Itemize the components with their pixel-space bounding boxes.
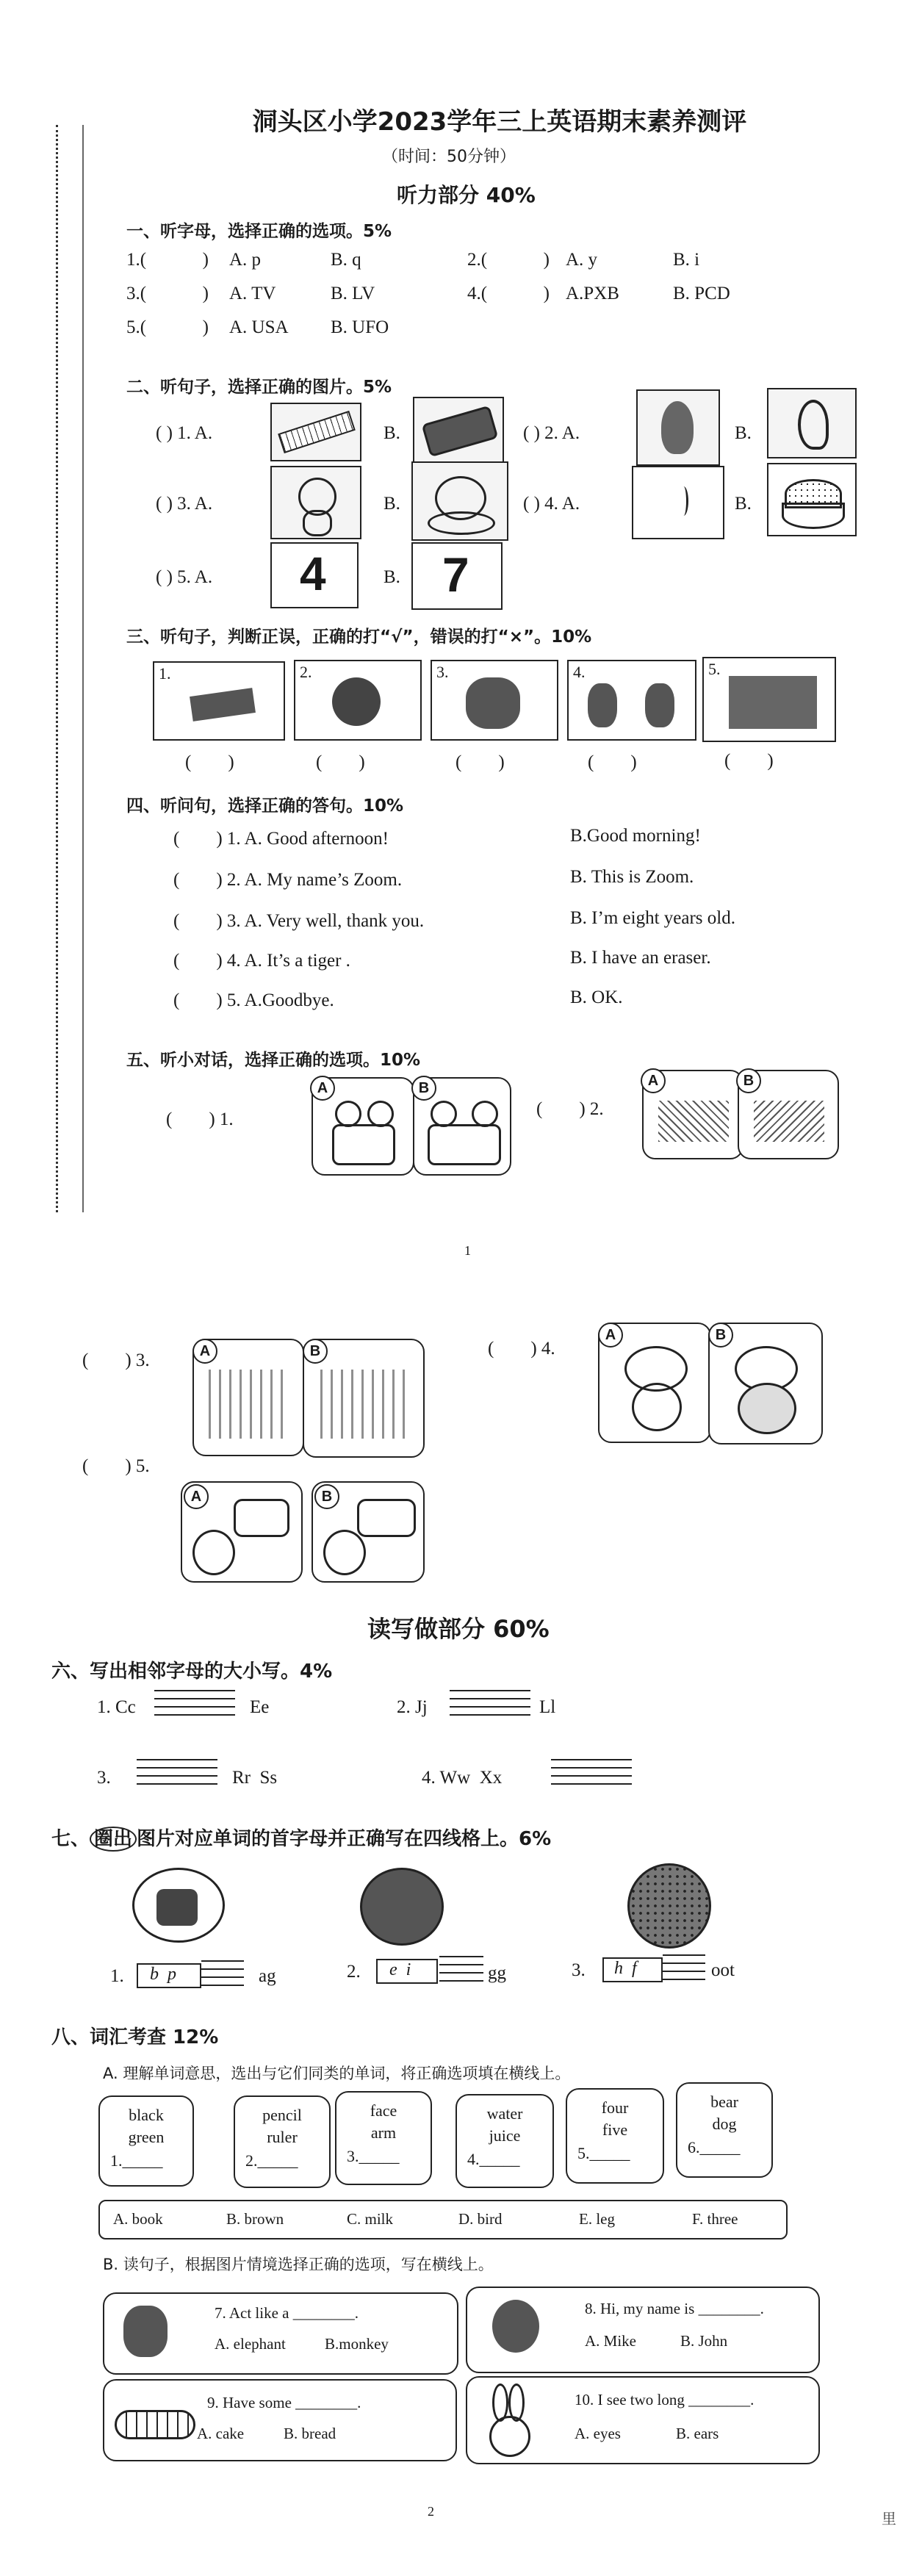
section-8-title: 八、词汇考查 12% — [51, 2026, 219, 2048]
s8-card-4-word-2: juice — [489, 2126, 521, 2145]
pencil-box-image — [413, 397, 504, 463]
s3-answer-3[interactable]: ( ) — [455, 752, 505, 772]
s8-card-2-word-2: ruler — [267, 2128, 298, 2146]
s1-item-4 — [467, 284, 550, 304]
s8-options-box — [98, 2200, 788, 2239]
s3-picture-2 — [294, 660, 422, 741]
s7-item-2-write-lines[interactable] — [439, 1956, 483, 1982]
s2-item-1-b: B. — [384, 423, 400, 443]
s1-item-1-num: 1.( — [126, 250, 147, 270]
s1-item-4-num: 4.( — [467, 284, 488, 303]
monkey-pose-image — [123, 2306, 168, 2357]
s1-item-1 — [126, 250, 209, 270]
nose-image — [636, 389, 720, 466]
s8-part-a-instruction: A. 理解单词意思，选出与它们同类的单词，将正确选项填在横线上。 — [103, 2065, 571, 2082]
s1-item-4-b: B. PCD — [673, 284, 730, 303]
s8-option-c: C. milk — [347, 2210, 394, 2228]
s2-item-5-b: B. — [384, 567, 400, 587]
s7-item-2-tail: gg — [488, 1963, 506, 1983]
section-2-title: 二、听句子，选择正确的图片。5% — [126, 378, 392, 397]
section-6-title: 六、写出相邻字母的大小写。4% — [51, 1661, 333, 1683]
s5-q4: ( ) 4. — [488, 1339, 555, 1359]
s8-part-b-instruction: B. 读句子，根据图片情境选择正确的选项，写在横线上。 — [103, 2256, 494, 2273]
s3-picture-3 — [431, 660, 558, 741]
s7-item-3-tail: oot — [711, 1960, 735, 1980]
s3-picture-4 — [567, 660, 696, 741]
s3-picture-5 — [702, 657, 836, 742]
s1-item-5-b: B. UFO — [331, 317, 389, 337]
s7-item-3-options-text: h f — [614, 1959, 637, 1978]
s8-card-6-blank[interactable]: 6._____ — [688, 2138, 741, 2156]
s2-item-1-label: ( ) 1. A. — [156, 423, 213, 443]
s8b-item-9-a: A. cake — [197, 2425, 245, 2442]
s3-num-5: 5. — [708, 660, 721, 678]
bag-image — [132, 1868, 225, 1943]
s6-item-3-a: 3. — [97, 1768, 111, 1788]
s4-item-3: ( ) 3. A. Very well, thank you. — [173, 911, 425, 931]
s6-item-1-a: 1. Cc — [97, 1697, 136, 1717]
s4-item-5-b: B. OK. — [570, 987, 623, 1007]
s7-item-3-options[interactable] — [602, 1957, 663, 1982]
s1-item-5-a: A. USA — [229, 317, 289, 337]
egg-image — [360, 1868, 444, 1946]
section-5-title: 五、听小对话，选择正确的选项。10% — [126, 1051, 421, 1070]
s8-card-1-word-2: green — [128, 2128, 165, 2146]
s8b-item-9 — [103, 2379, 457, 2461]
badge-a: A — [310, 1076, 335, 1101]
s6-item-4-write-lines[interactable] — [551, 1759, 632, 1785]
badge-b-2: B — [736, 1068, 761, 1093]
s5-q1: ( ) 1. — [166, 1109, 234, 1129]
section-7-prefix: 七、 — [51, 1828, 90, 1850]
s8b-item-10-question: 10. I see two long ________. — [575, 2391, 755, 2408]
s8b-item-10-a: A. eyes — [575, 2425, 621, 2442]
s3-num-2: 2. — [300, 663, 312, 681]
s3-num-1: 1. — [159, 664, 171, 683]
s3-answer-5[interactable]: ( ) — [724, 751, 774, 771]
cat-image — [411, 461, 508, 541]
s7-item-1-num: 1. — [110, 1966, 124, 1986]
s5-q3-picture-a — [192, 1339, 304, 1456]
s8-card-3-blank[interactable]: 3._____ — [347, 2147, 400, 2165]
s8-option-a: A. book — [113, 2210, 163, 2228]
s1-item-3 — [126, 284, 209, 304]
s5-q4-picture-b — [708, 1323, 823, 1444]
s1-item-2-close: ) — [543, 250, 550, 270]
s1-item-2-a: A. y — [566, 250, 598, 270]
badge-b-3: B — [303, 1339, 328, 1364]
s1-item-5-num: 5.( — [126, 317, 147, 337]
s1-item-1-b: B. q — [331, 250, 361, 270]
noodle-image — [632, 466, 724, 539]
s3-picture-1 — [153, 661, 285, 741]
section-7-title — [51, 1824, 551, 1851]
corner-mark: 里 — [882, 2510, 896, 2528]
s8-card-6-word-2: dog — [712, 2115, 737, 2133]
s6-item-3-write-lines[interactable] — [137, 1759, 217, 1785]
ruler-image — [270, 403, 361, 461]
football-image — [627, 1863, 711, 1949]
s8-card-6-word-1: bear — [710, 2093, 738, 2111]
s6-item-4-a: 4. Ww Xx — [422, 1768, 503, 1788]
section-1-title: 一、听字母，选择正确的选项。5% — [126, 222, 392, 241]
s8-card-5-word-2: five — [602, 2120, 628, 2139]
s5-q5: ( ) 5. — [82, 1456, 150, 1476]
badge-b-5: B — [314, 1484, 339, 1509]
s3-answer-2[interactable]: ( ) — [316, 752, 365, 772]
boy-face-image — [492, 2300, 539, 2353]
s8b-item-9-b: B. bread — [284, 2425, 336, 2442]
s8-option-e: E. leg — [579, 2210, 615, 2228]
s4-item-3-b: B. I’m eight years old. — [570, 908, 735, 928]
s7-item-1-options[interactable] — [137, 1963, 201, 1988]
section-7-circled-word: 圈出 — [90, 1827, 137, 1852]
section-4-title: 四、听问句，选择正确的答句。10% — [126, 796, 404, 816]
s4-item-4: ( ) 4. A. It’s a tiger . — [173, 951, 350, 971]
s2-item-5-label: ( ) 5. A. — [156, 567, 213, 587]
s8b-item-10-b: B. ears — [676, 2425, 719, 2442]
page-number-2: 2 — [428, 2504, 434, 2519]
s2-item-2-b: B. — [735, 423, 752, 443]
s1-item-1-close: ) — [202, 250, 209, 270]
s1-item-2-num: 2.( — [467, 250, 488, 270]
page-1 — [0, 0, 911, 1264]
s8-card-2-blank[interactable]: 2._____ — [245, 2151, 298, 2170]
s6-item-1-write-lines[interactable] — [154, 1690, 235, 1716]
s1-item-3-b: B. LV — [331, 284, 375, 303]
s8-card-3-word-1: face — [370, 2101, 397, 2120]
s4-item-4-b: B. I have an eraser. — [570, 948, 711, 968]
s8b-item-9-question: 9. Have some ________. — [207, 2394, 361, 2411]
s8-card-1-word-1: black — [129, 2106, 164, 2124]
s5-q5-picture-a — [181, 1481, 303, 1583]
number-four-image: 4 — [270, 542, 359, 608]
s1-item-3-a: A. TV — [229, 284, 276, 303]
badge-a-4: A — [598, 1323, 623, 1348]
s6-item-2-write-lines[interactable] — [450, 1690, 530, 1716]
binding-margin-line-2 — [82, 125, 84, 1212]
s8-card-3 — [335, 2091, 432, 2185]
s5-q2-picture-b — [738, 1070, 839, 1159]
s7-item-2-options-text: e i — [389, 1960, 411, 1979]
page-2 — [0, 1293, 911, 2576]
s1-item-1-a: A. p — [229, 250, 262, 270]
s8-card-5-word-1: four — [601, 2098, 629, 2117]
s8-option-d: D. bird — [458, 2210, 503, 2228]
s7-item-1-options-text: b p — [150, 1965, 176, 1984]
badge-a-3: A — [192, 1339, 217, 1364]
s8-option-f: F. three — [692, 2210, 738, 2228]
s5-q5-picture-b — [312, 1481, 425, 1583]
s7-item-3-num: 3. — [572, 1960, 586, 1980]
s5-q4-picture-a — [598, 1323, 711, 1443]
s7-item-2-options[interactable] — [376, 1959, 438, 1984]
s4-item-2: ( ) 2. A. My name’s Zoom. — [173, 870, 403, 890]
listening-header: 听力部分 40% — [397, 183, 536, 207]
s4-item-1-b: B.Good morning! — [570, 826, 701, 846]
s8-card-2-word-1: pencil — [262, 2106, 302, 2124]
s1-item-2-b: B. i — [673, 250, 700, 270]
s6-item-2-a: 2. Jj — [397, 1697, 428, 1717]
s8b-item-7-a: A. elephant — [215, 2335, 286, 2353]
s7-item-1-write-lines[interactable] — [201, 1960, 244, 1987]
s7-item-3-write-lines[interactable] — [663, 1954, 705, 1981]
s8-card-1-blank[interactable]: 1._____ — [110, 2151, 163, 2170]
s1-item-3-num: 3.( — [126, 284, 147, 303]
s1-item-4-close: ) — [543, 284, 550, 303]
s8-card-3-word-2: arm — [370, 2123, 397, 2142]
s8b-item-7 — [103, 2292, 458, 2375]
s6-item-3-b: Rr Ss — [232, 1768, 278, 1788]
s5-q3: ( ) 3. — [82, 1350, 150, 1370]
s8b-item-8-a: A. Mike — [585, 2332, 636, 2350]
badge-b-4: B — [708, 1323, 733, 1348]
number-seven-image: 7 — [411, 542, 503, 610]
s8-card-4 — [455, 2094, 554, 2188]
s8-card-5-blank[interactable]: 5._____ — [577, 2144, 630, 2162]
s2-item-3-b: B. — [384, 494, 400, 514]
s8b-item-8 — [466, 2287, 820, 2373]
s2-item-4-label: ( ) 4. A. — [523, 494, 580, 514]
rice-bowl-image — [767, 463, 857, 536]
s7-item-1-tail: ag — [259, 1966, 276, 1986]
s8-option-b: B. brown — [226, 2210, 284, 2228]
s8-card-1 — [98, 2095, 194, 2187]
s8b-item-7-b: B.monkey — [325, 2335, 389, 2353]
s8b-item-7-question: 7. Act like a ________. — [215, 2304, 359, 2322]
s1-item-5 — [126, 317, 209, 338]
s2-item-3-label: ( ) 3. A. — [156, 494, 213, 514]
s1-item-4-a: A.PXB — [566, 284, 619, 303]
s2-item-4-b: B. — [735, 494, 752, 514]
s8b-item-8-question: 8. Hi, my name is ________. — [585, 2300, 764, 2317]
s1-item-3-close: ) — [202, 284, 209, 303]
s5-q2: ( ) 2. — [536, 1099, 604, 1119]
s3-answer-4[interactable]: ( ) — [588, 752, 637, 772]
binding-margin-line — [56, 125, 58, 1212]
s5-q3-picture-b — [303, 1339, 425, 1458]
s8-card-4-blank[interactable]: 4._____ — [467, 2150, 520, 2168]
s1-item-2 — [467, 250, 550, 270]
s3-num-4: 4. — [573, 663, 586, 681]
s8-card-2 — [234, 2095, 331, 2188]
badge-a-2: A — [641, 1068, 666, 1093]
section-3-title: 三、听句子，判断正误，正确的打“√”，错误的打“×”。10% — [126, 627, 592, 647]
s3-answer-1[interactable]: ( ) — [185, 752, 234, 772]
s3-num-3: 3. — [436, 663, 449, 681]
section-7-title-rest: 图片对应单词的首字母并正确写在四线格上。6% — [137, 1828, 552, 1850]
s4-item-1: ( ) 1. A. Good afternoon! — [173, 829, 389, 849]
s8-card-5 — [566, 2088, 664, 2184]
s6-item-2-b: Ll — [539, 1697, 556, 1717]
time-limit: （时间：50分钟） — [382, 148, 516, 166]
ear-image — [767, 388, 857, 458]
s6-item-1-b: Ee — [250, 1697, 270, 1717]
s2-item-2-label: ( ) 2. A. — [523, 423, 580, 443]
page-title: 洞头区小学2023学年三上英语期末素养测评 — [252, 107, 747, 137]
s8-card-6 — [676, 2082, 773, 2178]
s5-q2-picture-a — [642, 1070, 743, 1159]
s5-q1-picture-a — [312, 1077, 414, 1176]
badge-a-5: A — [184, 1484, 209, 1509]
s8b-item-10 — [466, 2376, 820, 2464]
bread-image — [115, 2410, 195, 2439]
s4-item-5: ( ) 5. A.Goodbye. — [173, 990, 334, 1010]
s8-card-4-word-1: water — [486, 2104, 523, 2123]
reading-header: 读写做部分 60% — [367, 1615, 550, 1643]
s5-q1-picture-b — [413, 1077, 511, 1176]
s7-item-2-num: 2. — [347, 1962, 361, 1982]
s8b-item-8-b: B. John — [680, 2332, 728, 2350]
badge-b: B — [411, 1076, 436, 1101]
rabbit-body-icon — [489, 2416, 530, 2457]
s1-item-5-close: ) — [202, 317, 209, 337]
page-number-1: 1 — [464, 1243, 471, 1258]
s4-item-2-b: B. This is Zoom. — [570, 867, 694, 887]
monkey-image — [270, 466, 361, 539]
